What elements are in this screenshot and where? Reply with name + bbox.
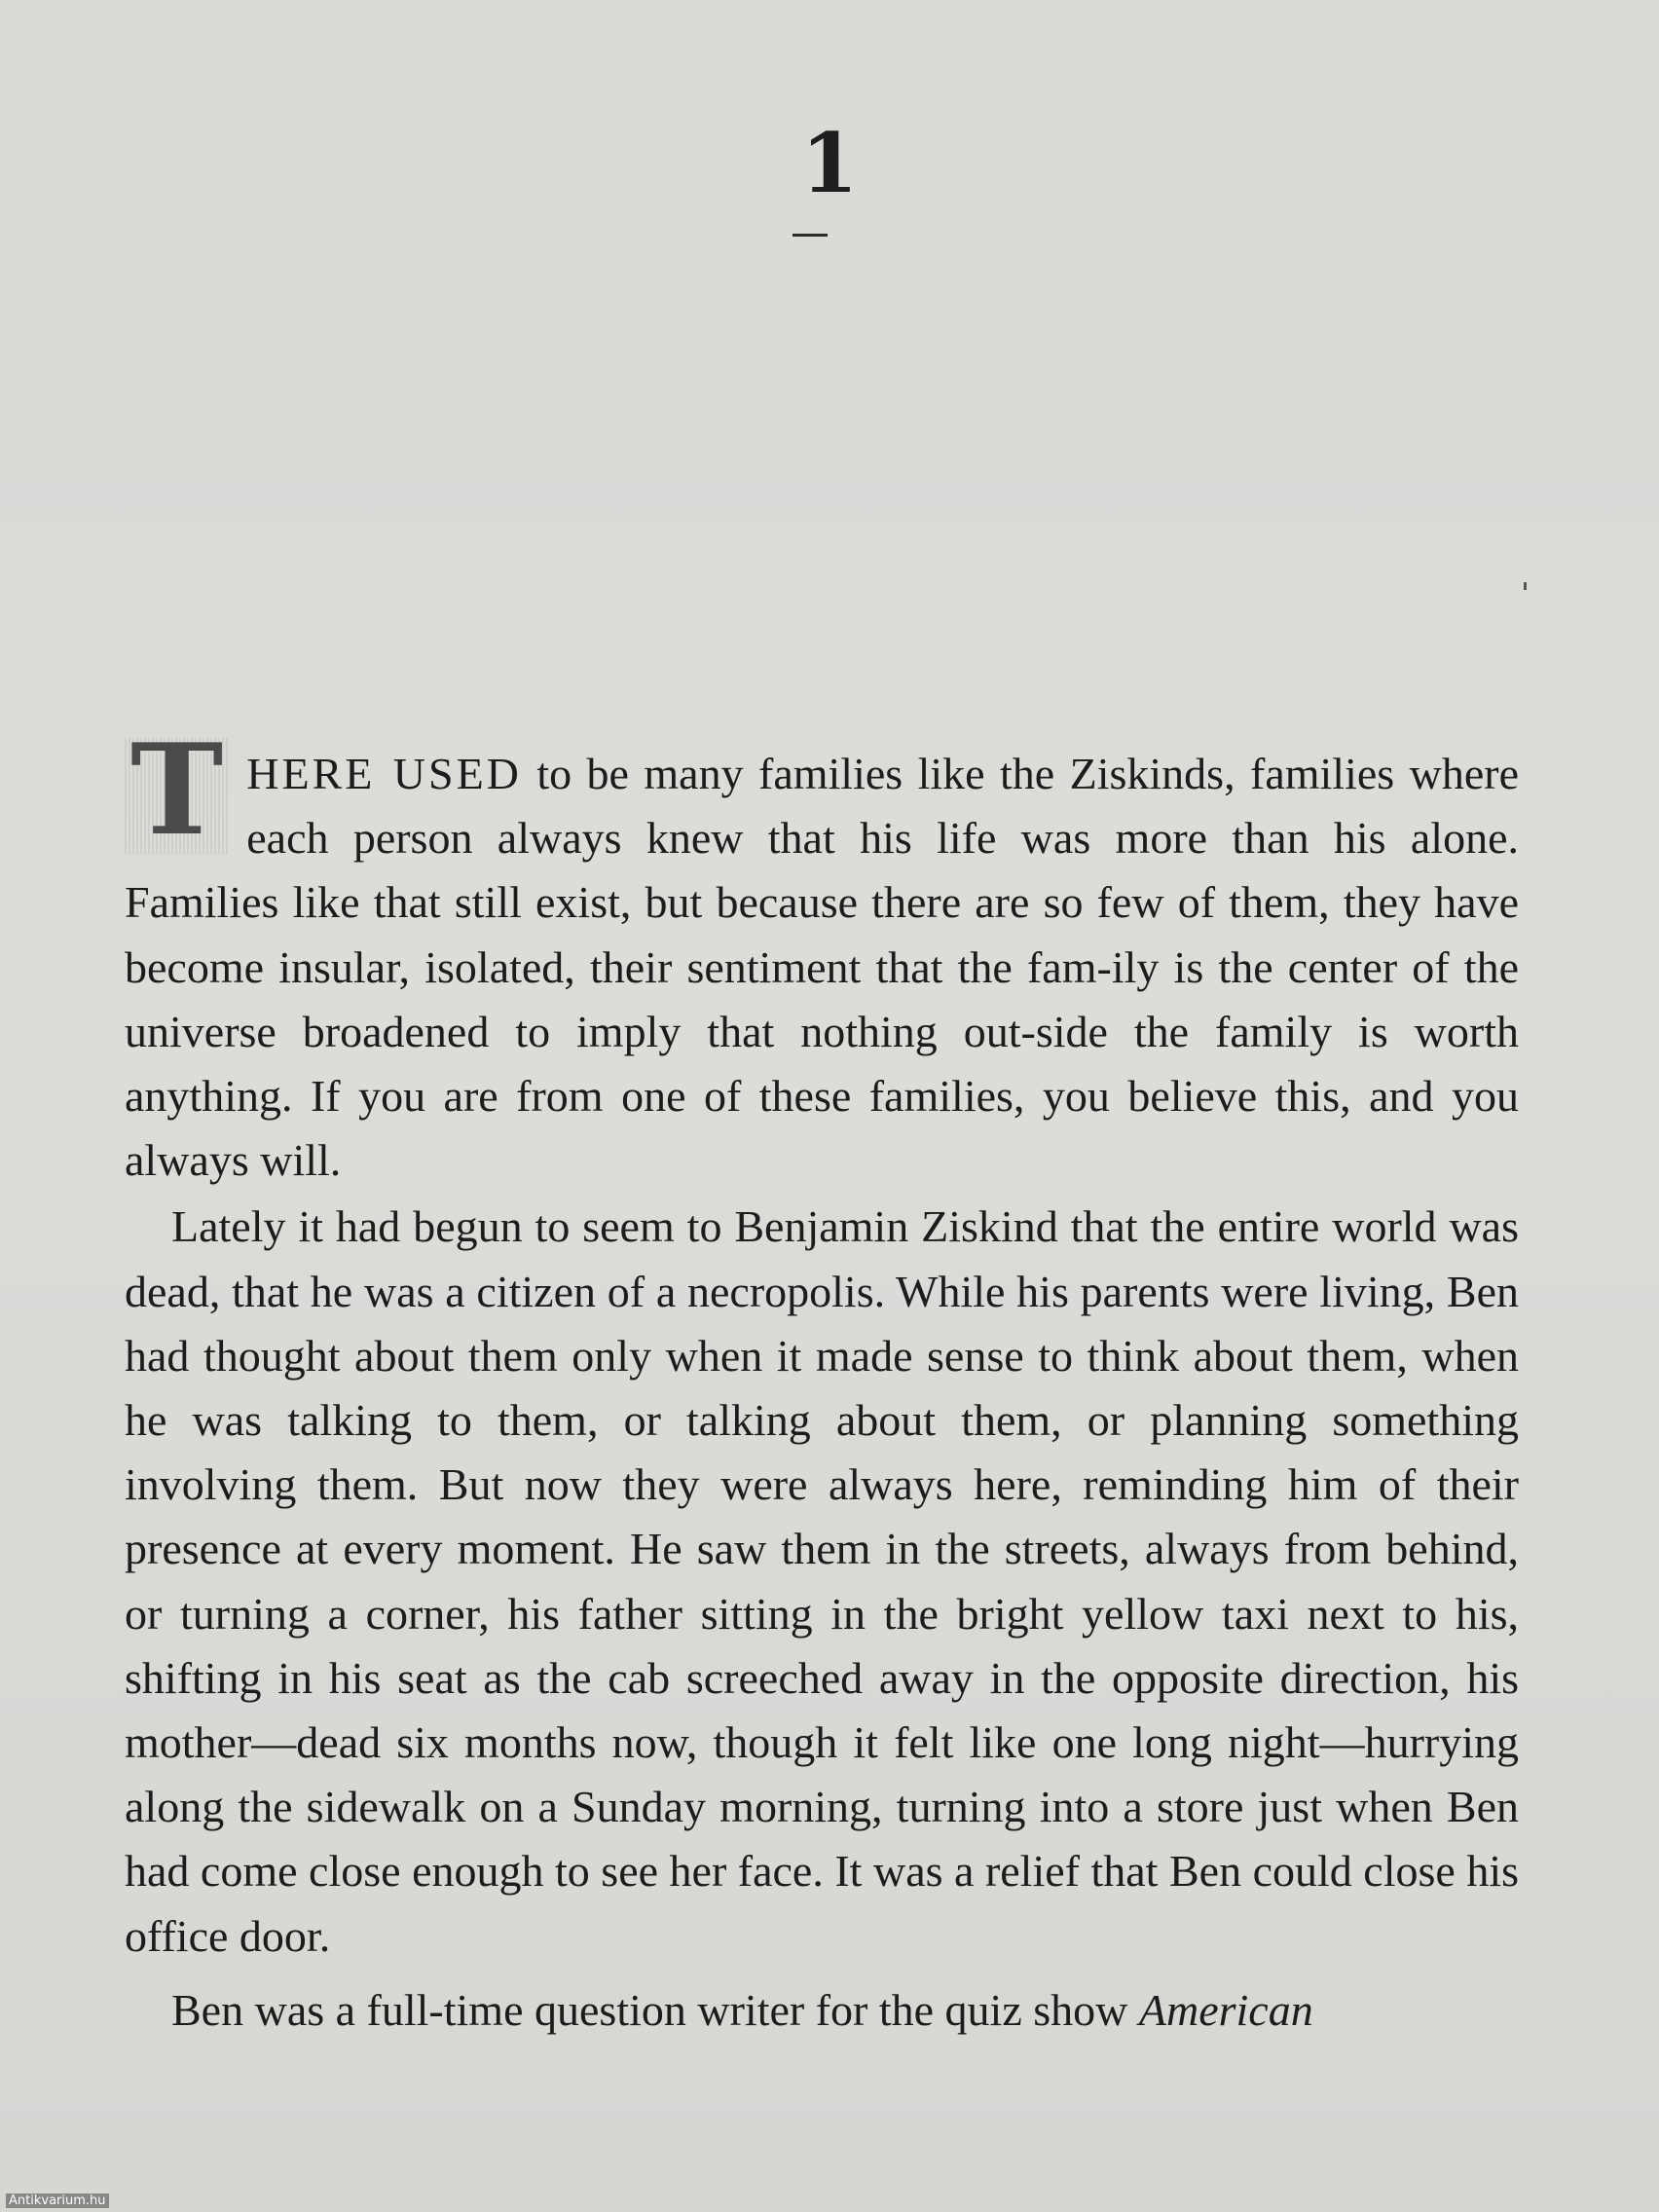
paragraph-1 <box>125 718 1519 1193</box>
chapter-rule <box>793 234 828 237</box>
show-title-italic: American <box>1138 1984 1313 2035</box>
watermark: Antikvarium.hu <box>6 2194 109 2208</box>
paragraph-3 <box>125 1978 1519 2043</box>
drop-cap: T <box>125 738 229 855</box>
paragraph-3-text: Ben was a full-time question writer for the quiz show <box>171 1984 1139 2035</box>
lead-in-smallcaps: HERE USED <box>246 749 522 798</box>
chapter-number: 1 <box>800 115 859 211</box>
margin-mark <box>1524 582 1527 590</box>
paragraph-2: Lately it had begun to seem to Benjamin Ziskind that the entire world was dead, that he was a citizen of a necropolis. While his parents were living, Ben had thought about them only when it made sense to think about them, when he was talking to them, or talking about them, or planning something involving them. But now they were always here, reminding him of their presence at every moment. He saw them in the streets, always from behind, or turning a corner, his father sitting in the bright yellow taxi next to his, shifting in his seat as the cab screeched away in the opposite direction, his mother—dead six months now, though it felt like one long night—hurrying along the sidewalk on a Sunday morning, turning into a store just when Ben had come close enough to see her face. It was a relief that Ben could close his office door. <box>125 1201 1519 1961</box>
body-text <box>125 718 1519 2043</box>
show-through-text <box>0 0 1659 643</box>
paragraph-1-text: to be many families like the Ziskinds, families where each person always knew that his life was more than his alone. Families like that still exist, but because there are so few of them, they have become insular, isolated, their sentiment that the fam-ily is the center of the universe broadened to imply that nothing out-side the family is worth anything. If you are from one of these families, you believe this, and you always will. <box>125 749 1519 1186</box>
